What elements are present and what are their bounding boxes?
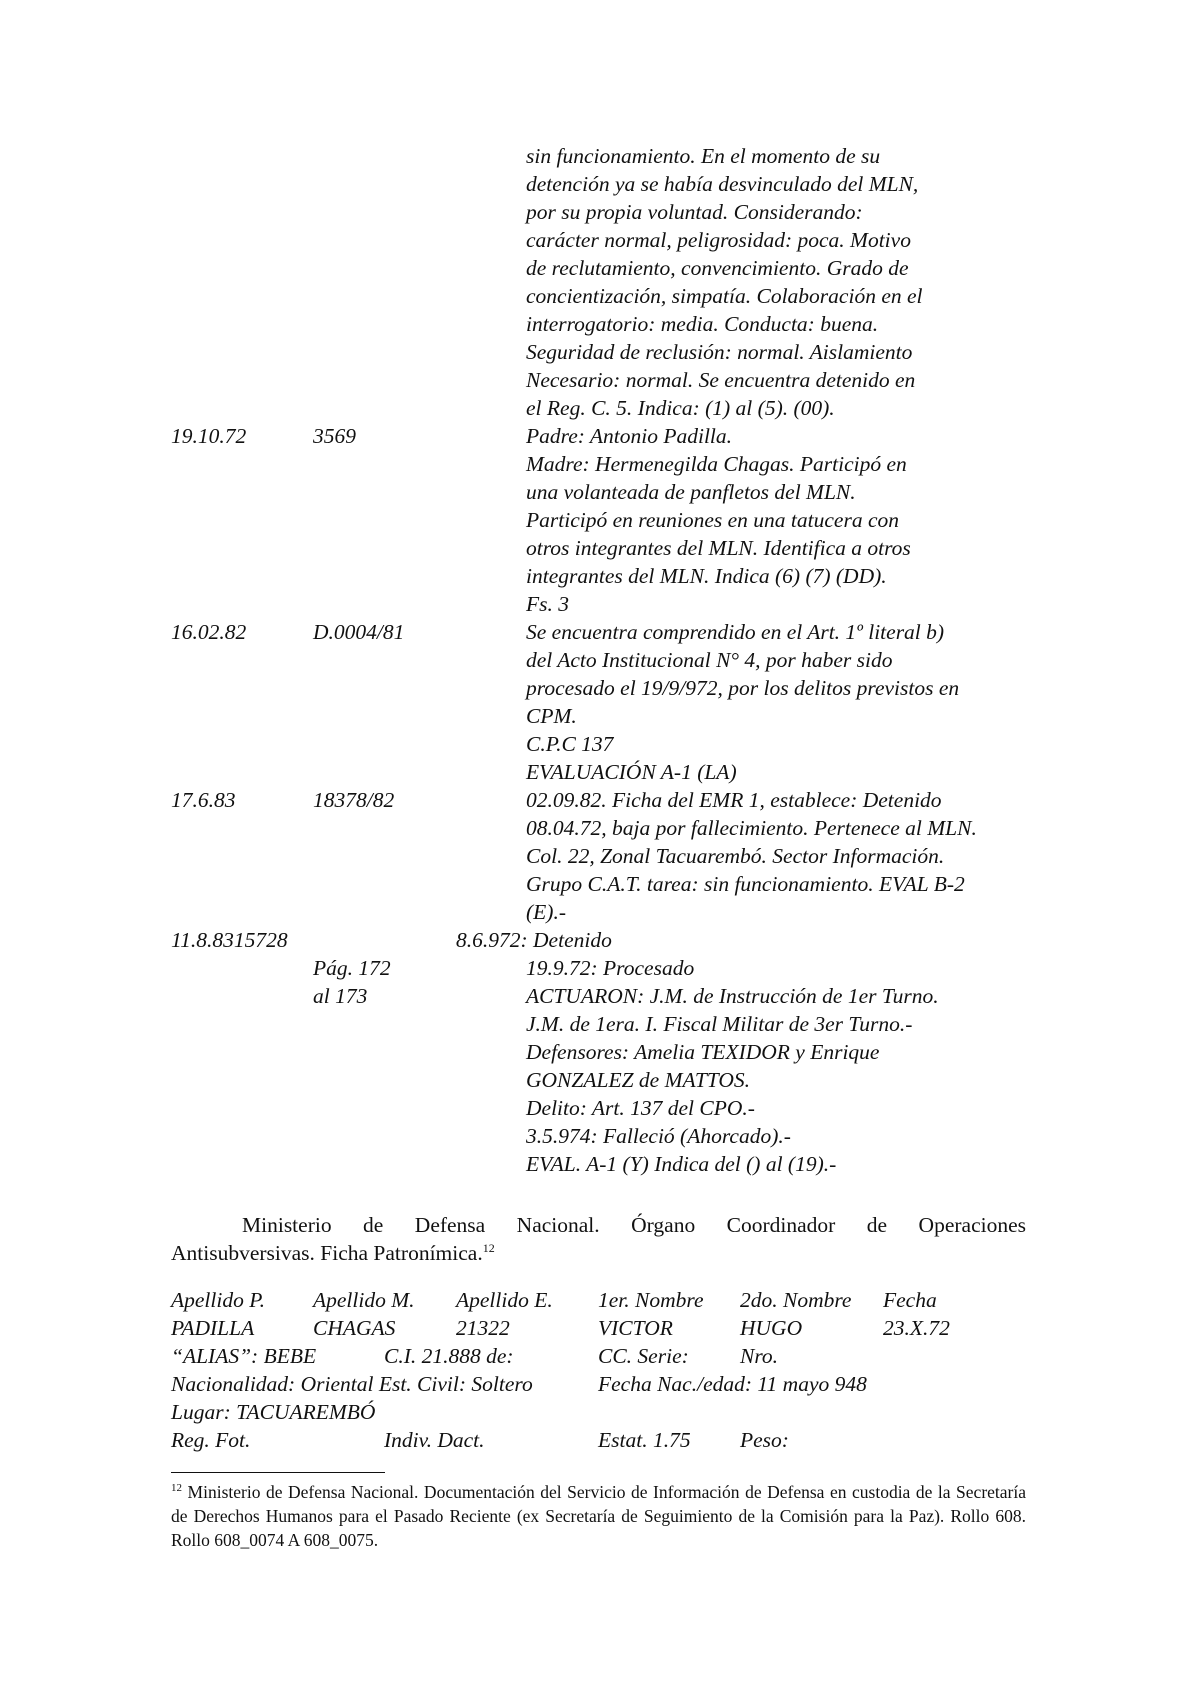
- entry-text-line: interrogatorio: media. Conducta: buena.: [526, 312, 879, 336]
- entry-text-line: Delito: Art. 137 del CPO.-: [526, 1096, 755, 1120]
- entry-text-line: sin funcionamiento. En el momento de su: [526, 144, 881, 168]
- value-primer-nombre: VICTOR: [598, 1316, 673, 1340]
- entry-text-line: Padre: Antonio Padilla.: [526, 424, 733, 448]
- entry-text-line: Grupo C.A.T. tarea: sin funcionamiento. EVAL B-2: [526, 872, 965, 896]
- entry-text-line: Se encuentra comprendido en el Art. 1º literal b): [526, 620, 945, 644]
- header-segundo-nombre: 2do. Nombre: [740, 1288, 852, 1312]
- entry-reference: al 173: [313, 984, 368, 1008]
- entry-text-line: EVALUACIÓN A-1 (LA): [526, 760, 737, 784]
- entry-text-line: C.P.C 137: [526, 732, 614, 756]
- entry-text-line: CPM.: [526, 704, 577, 728]
- peso: Peso:: [740, 1428, 789, 1452]
- entry-text-line: 08.04.72, baja por fallecimiento. Pertenece al MLN.: [526, 816, 977, 840]
- header-apellido-m: Apellido M.: [313, 1288, 415, 1312]
- entry-text-line: 02.09.82. Ficha del EMR 1, establece: Detenido: [526, 788, 942, 812]
- entry-text-line: procesado el 19/9/972, por los delitos previstos en: [526, 676, 960, 700]
- entry-text-line: de reclutamiento, convencimiento. Grado de: [526, 256, 909, 280]
- entry-text-line: Participó en reuniones en una tatucera con: [526, 508, 899, 532]
- nacionalidad: Nacionalidad: Oriental Est. Civil: Soltero: [171, 1372, 533, 1396]
- value-apellido-m: CHAGAS: [313, 1316, 396, 1340]
- nro: Nro.: [740, 1344, 779, 1368]
- entry-text-line: EVAL. A-1 (Y) Indica del () al (19).-: [526, 1152, 837, 1176]
- entry-text-line: Fs. 3: [526, 592, 569, 616]
- entry-reference: Pág. 172: [313, 956, 391, 980]
- footnote-separator: [171, 1472, 385, 1473]
- header-apellido-p: Apellido P.: [171, 1288, 265, 1312]
- entry-text-line: 8.6.972: Detenido: [456, 928, 612, 952]
- entry-text-line: GONZALEZ de MATTOS.: [526, 1068, 750, 1092]
- header-primer-nombre: 1er. Nombre: [598, 1288, 704, 1312]
- reg-fot: Reg. Fot.: [171, 1428, 251, 1452]
- entry-date: 11.8.8315728: [171, 928, 288, 952]
- footnote-reference: 12: [482, 1240, 495, 1255]
- entry-text-line: Col. 22, Zonal Tacuarembó. Sector Información.: [526, 844, 945, 868]
- indiv-dact: Indiv. Dact.: [384, 1428, 485, 1452]
- entry-text-line: otros integrantes del MLN. Identifica a otros: [526, 536, 911, 560]
- value-apellido-e: 21322: [456, 1316, 510, 1340]
- entry-reference: D.0004/81: [313, 620, 405, 644]
- entry-text-line: 19.9.72: Procesado: [526, 956, 695, 980]
- lugar: Lugar: TACUAREMBÓ: [171, 1400, 376, 1424]
- entry-text-line: del Acto Institucional N° 4, por haber sido: [526, 648, 893, 672]
- entry-date: 17.6.83: [171, 788, 236, 812]
- entry-text-line: J.M. de 1era. I. Fiscal Militar de 3er Turno.-: [526, 1012, 913, 1036]
- header-apellido-e: Apellido E.: [456, 1288, 553, 1312]
- entry-text-line: una volanteada de panfletos del MLN.: [526, 480, 856, 504]
- entry-text-line: el Reg. C. 5. Indica: (1) al (5). (00).: [526, 396, 835, 420]
- entry-reference: 18378/82: [313, 788, 395, 812]
- footnote: [171, 1480, 1026, 1552]
- estatura: Estat. 1.75: [598, 1428, 691, 1452]
- value-apellido-p: PADILLA: [171, 1316, 255, 1340]
- entry-text-line: Seguridad de reclusión: normal. Aislamiento: [526, 340, 913, 364]
- paragraph-line-1: Ministerio de Defensa Nacional. Órgano Coordinador de Operaciones: [242, 1213, 1026, 1237]
- paragraph-line-2: Antisubversivas. Ficha Patronímica.: [171, 1241, 483, 1265]
- entry-date: 19.10.72: [171, 424, 247, 448]
- entry-text-line: 3.5.974: Falleció (Ahorcado).-: [526, 1124, 791, 1148]
- value-fecha: 23.X.72: [883, 1316, 950, 1340]
- entry-text-line: integrantes del MLN. Indica (6) (7) (DD).: [526, 564, 887, 588]
- cc-serie: CC. Serie:: [598, 1344, 689, 1368]
- footnote-number: 12: [171, 1482, 182, 1495]
- entry-text-line: (E).-: [526, 900, 566, 924]
- entry-text-line: Madre: Hermenegilda Chagas. Participó en: [526, 452, 907, 476]
- entry-date: 16.02.82: [171, 620, 247, 644]
- entry-text-line: Defensores: Amelia TEXIDOR y Enrique: [526, 1040, 880, 1064]
- entry-text-line: carácter normal, peligrosidad: poca. Motivo: [526, 228, 911, 252]
- entry-text-line: concientización, simpatía. Colaboración en el: [526, 284, 923, 308]
- intro-paragraph: [171, 1211, 1026, 1239]
- intro-paragraph-line-2: [171, 1239, 1026, 1267]
- entry-reference: 3569: [313, 424, 356, 448]
- header-fecha: Fecha: [883, 1288, 937, 1312]
- alias: “ALIAS”: BEBE: [171, 1344, 317, 1368]
- entry-text-line: detención ya se había desvinculado del MLN,: [526, 172, 919, 196]
- footnote-text: Ministerio de Defensa Nacional. Documentación del Servicio de Información de Defensa en custodia de la Secretaría de Derechos Humanos para el Pasado Reciente (ex Secretaría de Seguimiento de la Comisión para la Paz). Rollo 608. Rollo 608_0074 A 608_0075.: [171, 1482, 1027, 1550]
- entry-text-line: por su propia voluntad. Considerando:: [526, 200, 863, 224]
- value-segundo-nombre: HUGO: [740, 1316, 803, 1340]
- entry-text-line: ACTUARON: J.M. de Instrucción de 1er Turno.: [526, 984, 939, 1008]
- cedula: C.I. 21.888 de:: [384, 1344, 514, 1368]
- entry-text-line: Necesario: normal. Se encuentra detenido en: [526, 368, 916, 392]
- fecha-nacimiento: Fecha Nac./edad: 11 mayo 948: [598, 1372, 867, 1396]
